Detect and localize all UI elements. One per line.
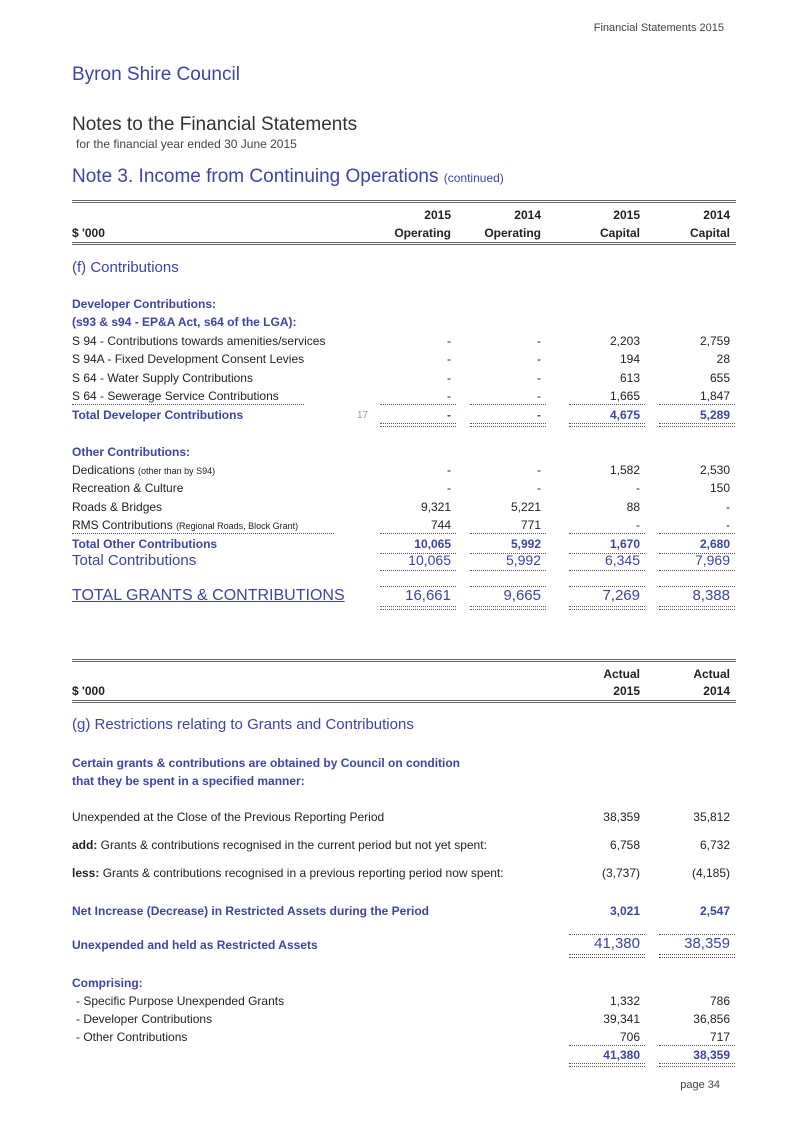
row-label: Roads & Bridges — [72, 500, 163, 514]
row-label: - Developer Contributions — [76, 1012, 213, 1026]
cell: 717 — [709, 1030, 730, 1044]
double-underline — [470, 606, 546, 610]
cell: - — [537, 371, 541, 385]
row-label: Total Developer Contributions — [72, 408, 244, 422]
col-year-1: 2015 — [424, 208, 451, 222]
cell: 1,582 — [609, 463, 640, 477]
underline — [569, 570, 645, 571]
col-label-1: Actual — [603, 667, 640, 681]
cell: - — [447, 371, 451, 385]
double-underline — [659, 606, 735, 610]
cell: - — [447, 408, 451, 422]
cell: - — [537, 389, 541, 403]
section-g-intro-1: Certain grants & contributions are obtained by Council on condition — [72, 756, 461, 770]
row-label: S 64 - Water Supply Contributions — [72, 371, 253, 385]
row-prefix: add: — [72, 838, 98, 852]
underline — [569, 1045, 645, 1046]
cell: 2,680 — [699, 537, 730, 551]
cell: 5,992 — [510, 537, 541, 551]
cell: (3,737) — [601, 866, 640, 880]
row-label-note: (other than by S94) — [138, 466, 216, 476]
cell: 7,969 — [694, 552, 730, 568]
row-label: Total Other Contributions — [72, 537, 218, 551]
cell: 10,065 — [414, 537, 451, 551]
note-title-text: Note 3. Income from Continuing Operations — [72, 166, 439, 187]
table2-unit: $ '000 — [72, 684, 105, 698]
cell: 194 — [619, 352, 640, 366]
row-label — [72, 463, 215, 477]
cell: 88 — [626, 500, 640, 514]
cell: 786 — [709, 994, 730, 1008]
underline — [72, 404, 304, 405]
period-subtitle: for the financial year ended 30 June 2015 — [76, 137, 297, 151]
cell: 39,341 — [603, 1012, 640, 1026]
cell: 36,856 — [693, 1012, 730, 1026]
underline — [659, 1045, 735, 1046]
row-label — [72, 810, 384, 824]
double-underline — [659, 954, 735, 958]
cell: 2,530 — [699, 463, 730, 477]
cell: 771 — [520, 518, 541, 532]
cell: 41,380 — [603, 1048, 640, 1062]
cell: 2,759 — [699, 334, 730, 348]
cell: - — [447, 352, 451, 366]
developer-heading: Developer Contributions: — [72, 297, 217, 311]
row-label-text: Grants & contributions recognised in the current period but not yet spent: — [97, 838, 487, 852]
row-label-text: RMS Contributions — [72, 518, 173, 532]
row-label: S 64 - Sewerage Service Contributions — [72, 389, 279, 403]
table2-header-rule — [72, 700, 736, 703]
row-label — [72, 866, 504, 880]
row-label — [72, 518, 298, 532]
cell: 16,661 — [405, 587, 451, 604]
cell: - — [447, 389, 451, 403]
col-label-2: Actual — [693, 667, 730, 681]
underline — [470, 404, 546, 405]
note-ref: 17 — [357, 410, 369, 421]
cell: 38,359 — [693, 1048, 730, 1062]
running-title: Financial Statements 2015 — [593, 22, 724, 34]
cell: - — [537, 334, 541, 348]
double-underline — [569, 954, 645, 958]
row-label: S 94A - Fixed Development Consent Levies — [72, 352, 305, 366]
underline — [659, 533, 735, 534]
double-underline — [569, 423, 645, 427]
col-type-4: Capital — [689, 226, 730, 240]
cell: 1,665 — [609, 389, 640, 403]
double-underline — [659, 423, 735, 427]
row-label-text: Unexpended at the Close of the Previous Reporting Period — [72, 810, 385, 824]
cell: 9,665 — [503, 587, 541, 604]
cell: - — [447, 334, 451, 348]
cell: 655 — [709, 371, 730, 385]
row-label — [72, 838, 487, 852]
underline — [659, 570, 735, 571]
underline — [380, 570, 456, 571]
double-underline — [569, 1063, 645, 1067]
underline — [569, 404, 645, 405]
row-label-text: Dedications — [72, 463, 135, 477]
note-title — [72, 166, 504, 188]
cell: 2,547 — [699, 904, 730, 918]
section-f-title: (f) Contributions — [72, 259, 179, 276]
cell: 5,221 — [510, 500, 541, 514]
col-type-1: Operating — [394, 226, 451, 240]
cell: (4,185) — [691, 866, 730, 880]
cell: 10,065 — [408, 552, 451, 568]
col-type-2: Operating — [484, 226, 541, 240]
row-label: Unexpended and held as Restricted Assets — [72, 938, 318, 952]
row-label: - Other Contributions — [76, 1030, 188, 1044]
double-underline — [470, 423, 546, 427]
row-label: S 94 - Contributions towards amenities/services — [72, 334, 326, 348]
cell: 38,359 — [603, 810, 640, 824]
cell: 1,847 — [699, 389, 730, 403]
row-prefix: less: — [72, 866, 100, 880]
double-underline — [659, 1063, 735, 1067]
cell: 706 — [619, 1030, 640, 1044]
cell: - — [726, 518, 730, 532]
cell: 35,812 — [693, 810, 730, 824]
developer-subheading: (s93 & s94 - EP&A Act, s64 of the LGA): — [72, 315, 297, 329]
cell: 613 — [619, 371, 640, 385]
row-label-text: Grants & contributions recognised in a previous reporting period now spent: — [99, 866, 504, 880]
underline — [380, 533, 456, 534]
double-underline — [380, 606, 456, 610]
cell: 28 — [716, 352, 730, 366]
table1-unit: $ '000 — [72, 226, 105, 240]
row-label: Net Increase (Decrease) in Restricted Assets during the Period — [72, 904, 430, 918]
cell: 7,269 — [602, 587, 640, 604]
cell: - — [537, 481, 541, 495]
table2-top-rule — [72, 659, 736, 662]
cell: 6,732 — [699, 838, 730, 852]
cell: - — [636, 518, 640, 532]
row-label: Recreation & Culture — [72, 481, 184, 495]
cell: 38,359 — [684, 935, 730, 952]
cell: 6,345 — [604, 552, 640, 568]
comprising-heading: Comprising: — [72, 976, 143, 990]
row-label-note: (Regional Roads, Block Grant) — [176, 521, 299, 531]
underline — [659, 404, 735, 405]
table1-header-rule — [72, 242, 736, 245]
row-label: - Specific Purpose Unexpended Grants — [76, 994, 285, 1008]
cell: - — [447, 481, 451, 495]
page-number: page 34 — [680, 1079, 720, 1091]
col-year-1: 2015 — [613, 684, 640, 698]
underline — [72, 533, 334, 534]
cell: 3,021 — [609, 904, 640, 918]
col-year-4: 2014 — [703, 208, 730, 222]
cell: - — [537, 408, 541, 422]
row-label: Total Contributions — [72, 552, 197, 569]
cell: 744 — [430, 518, 451, 532]
cell: 5,992 — [505, 552, 541, 568]
cell: - — [726, 500, 730, 514]
cell: 2,203 — [609, 334, 640, 348]
cell: - — [537, 352, 541, 366]
section-g-intro-2: that they be spent in a specified manner: — [72, 774, 305, 788]
cell: 1,670 — [609, 537, 640, 551]
cell: 5,289 — [699, 408, 730, 422]
cell: 8,388 — [692, 587, 730, 604]
cell: - — [537, 463, 541, 477]
cell: 41,380 — [594, 935, 640, 952]
underline — [470, 570, 546, 571]
double-underline — [569, 606, 645, 610]
cell: - — [636, 481, 640, 495]
col-year-2: 2014 — [514, 208, 541, 222]
cell: 1,332 — [609, 994, 640, 1008]
council-name: Byron Shire Council — [72, 64, 240, 85]
other-heading: Other Contributions: — [72, 445, 190, 459]
note-title-suffix: (continued) — [443, 171, 504, 185]
table1-top-rule — [72, 200, 736, 203]
cell: - — [447, 463, 451, 477]
cell: 6,758 — [609, 838, 640, 852]
row-label: TOTAL GRANTS & CONTRIBUTIONS — [72, 587, 345, 604]
double-underline — [380, 423, 456, 427]
col-type-3: Capital — [599, 226, 640, 240]
col-year-2: 2014 — [703, 684, 730, 698]
underline — [380, 404, 456, 405]
cell: 9,321 — [420, 500, 451, 514]
cell: 150 — [709, 481, 730, 495]
notes-title: Notes to the Financial Statements — [72, 114, 358, 135]
underline — [470, 533, 546, 534]
col-year-3: 2015 — [613, 208, 640, 222]
section-g-title: (g) Restrictions relating to Grants and Contributions — [72, 716, 414, 733]
cell: 4,675 — [609, 408, 640, 422]
underline — [569, 533, 645, 534]
